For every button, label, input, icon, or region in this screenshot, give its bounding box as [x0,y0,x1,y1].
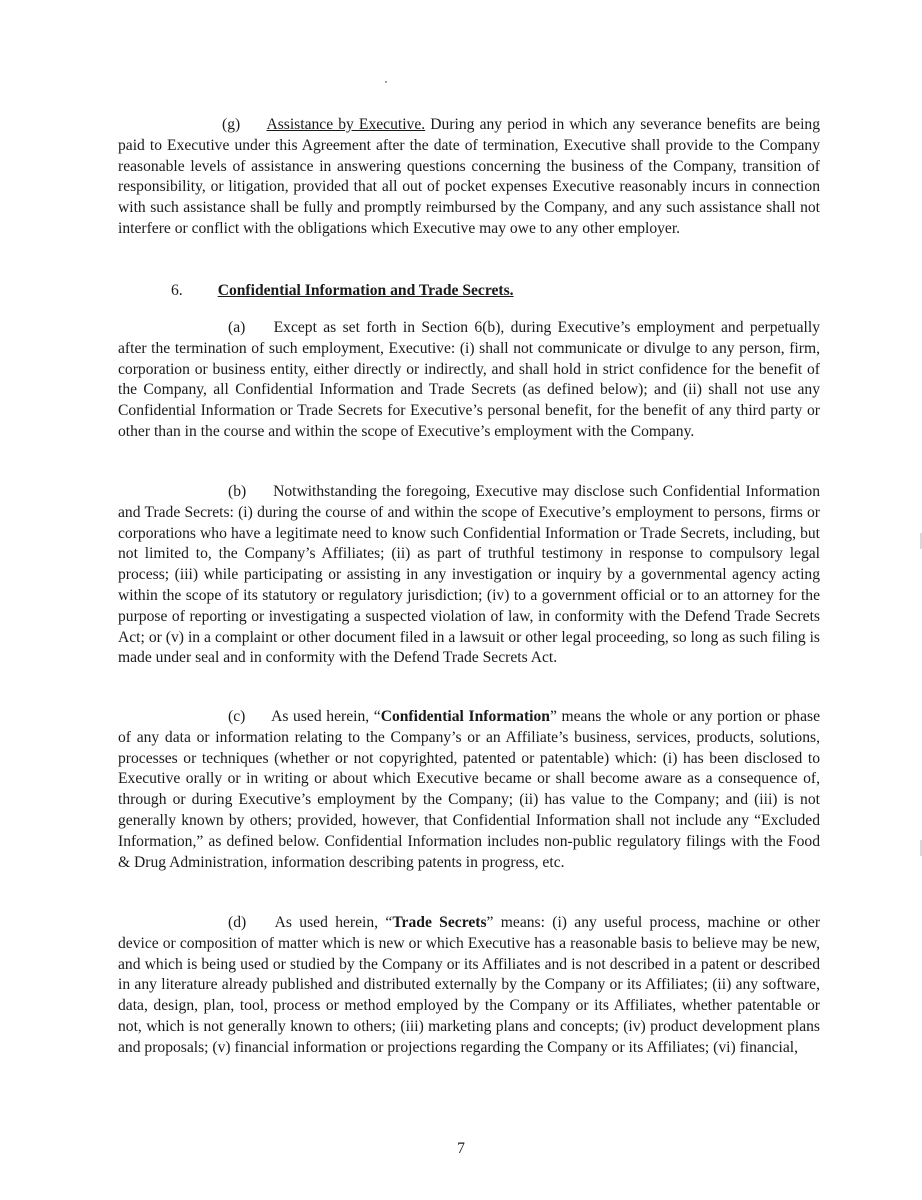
paragraph-c [118,707,820,873]
paragraph-b [118,482,820,669]
paragraph-d-label: (d) [228,914,247,931]
section-6-title: Confidential Information and Trade Secrets. [217,282,514,299]
section-6-heading [171,281,514,302]
scan-speck [385,81,387,83]
section-6-number: 6. [171,282,183,299]
trade-secrets-term: Trade Secrets [392,914,487,931]
confidential-information-term: Confidential Information [380,708,550,725]
page-number: 7 [457,1140,465,1157]
paragraph-c-body: ” means the whole or any portion or phase of any data or information relating to the Company’s or an Affiliate’s business, services, products, solutions, processes or techniques (whether or not copyrighted, patented or patentable) which: (i) has been disclosed to Executive orally or in writing or about which Executive became or shall become aware as a consequence of, through or during Executive’s employment by the Company; (ii) has value to the Company; and (iii) is not generally known by others; provided, however, that Confidential Information shall not include any “Excluded Information,” as defined below. Confidential Information includes non-public regulatory filings with the Food & Drug Administration, information describing patents in progress, etc. [118,708,820,871]
paragraph-c-label: (c) [228,708,246,725]
paragraph-d-lead: As used herein, “ [274,914,393,931]
paragraph-a-body: Except as set forth in Section 6(b), during Executive’s employment and perpetually after the termination of such employment, Executive: (i) shall not communicate or divulge to any person, firm, corporation or business entity, either directly or indirectly, and shall hold in strict confidence for the benefit of the Company, all Confidential Information and Trade Secrets (as defined below); and (ii) shall not use any Confidential Information or Trade Secrets for Executive’s personal benefit, for the benefit of any third party or other than in the course and within the scope of Executive’s employment with the Company. [118,319,820,440]
paragraph-b-body: Notwithstanding the foregoing, Executive may disclose such Confidential Information and Trade Secrets: (i) during the course of and within the scope of Executive’s employment to persons, firms or corporations who have a legitimate need to know such Confidential Information or Trade Secrets, including, but not limited to, the Company’s Affiliates; (ii) as part of truthful testimony in response to compulsory legal process; (iii) while participating or assisting in any investigation or inquiry by a governmental agency acting within the scope of its statutory or regulatory jurisdiction; (iv) to a government official or to an attorney for the purpose of reporting or investigating a suspected violation of law, in conformity with the Defend Trade Secrets Act; or (v) in a complaint or other document filed in a lawsuit or other legal proceeding, so long as such filing is made under seal and in conformity with the Defend Trade Secrets Act. [118,483,820,667]
paragraph-d-body: ” means: (i) any useful process, machine or other device or composition of matter which is new or which Executive has a reasonable basis to believe may be new, and which is being used or studied by the Company or its Affiliates and is not described in a patent or described in any literature already published and distributed externally by the Company or its Affiliates; (ii) any software, data, design, plan, tool, process or method employed by the Company or its Affiliates, whether patentable or not, which is not generally known to others; (iii) marketing plans and concepts; (iv) product development plans and proposals; (v) financial information or projections regarding the Company or its Affiliates; (vi) financial, [118,914,821,1056]
paragraph-g-label: (g) [222,116,241,133]
paragraph-a-label: (a) [228,319,246,336]
paragraph-g-heading: Assistance by Executive. [266,116,426,133]
paragraph-g-body: During any period in which any severance benefits are being paid to Executive under this Agreement after the date of termination, Executive shall provide to the Company reasonable levels of assistance in answering questions concerning the business of the Company, transition of responsibility, or litigation, provided that all out of pocket expenses Executive reasonably incurs in connection with such assistance shall be fully and promptly reimbursed by the Company, and any such assistance shall not interfere or conflict with the obligations which Executive may owe to any other employer. [118,116,821,237]
paragraph-b-label: (b) [228,483,247,500]
paragraph-d [118,913,820,1059]
paragraph-c-lead: As used herein, “ [271,708,381,725]
paragraph-g [118,115,820,240]
paragraph-a [118,318,820,443]
